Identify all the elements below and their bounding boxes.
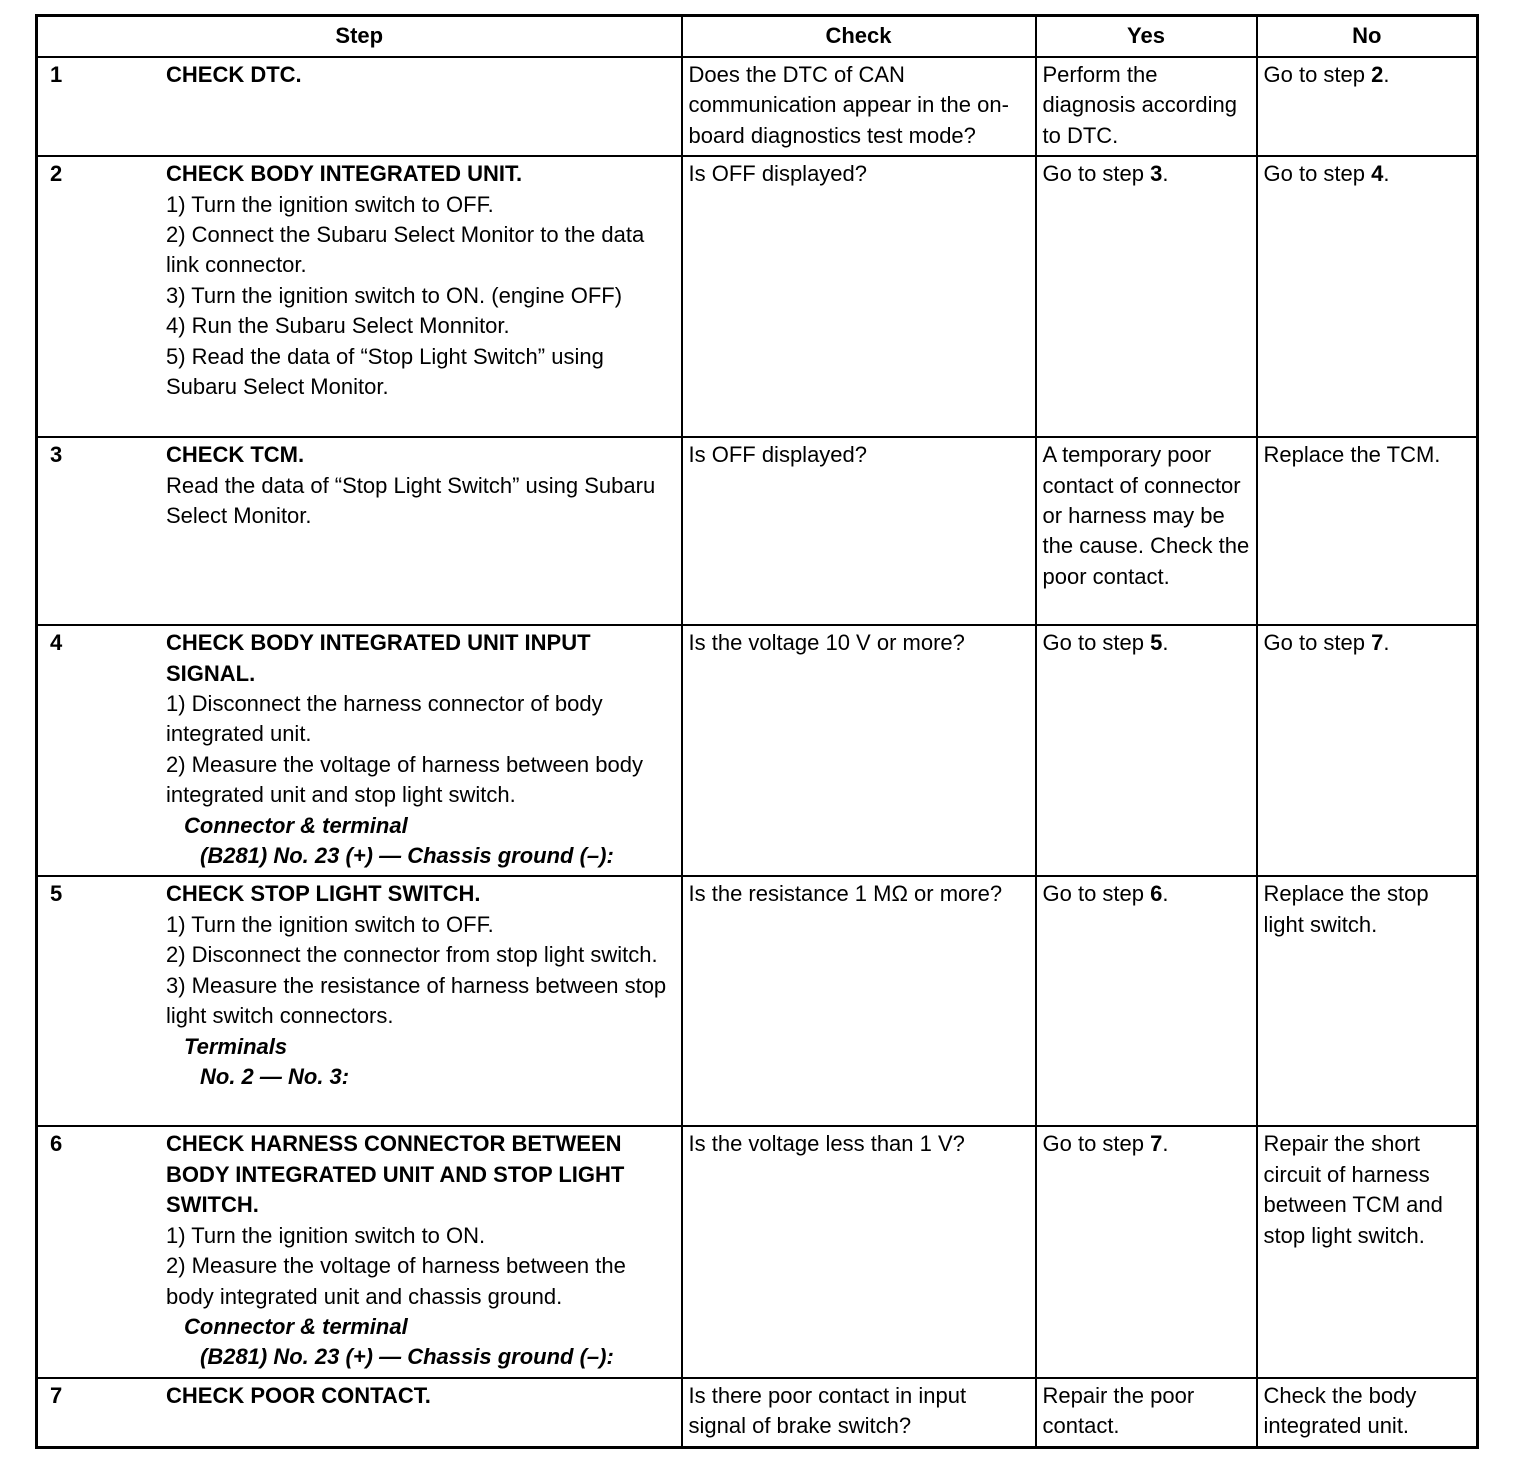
step-cell — [37, 437, 682, 625]
yes-text: Go to step — [1042, 630, 1151, 656]
step-title: CHECK POOR CONTACT. — [166, 1382, 431, 1408]
check-cell: Is there poor contact in input signal of brake switch? — [682, 1378, 1036, 1447]
procedure-item: 4) Run the Subaru Select Monnitor. — [166, 313, 510, 339]
diagnostic-table — [35, 14, 1479, 1449]
procedure-item: 2) Connect the Subaru Select Monitor to the data link connector. — [166, 222, 645, 278]
table-row — [37, 156, 1478, 437]
procedure-item: 2) Measure the voltage of harness between the body integrated unit and chassis ground. — [166, 1253, 626, 1309]
no-text: Go to step — [1263, 62, 1372, 87]
header-no: No — [1257, 16, 1478, 58]
no-suffix: . — [1383, 161, 1390, 187]
procedure-item: 2) Disconnect the connector from stop light switch. — [166, 942, 658, 968]
yes-cell — [1036, 1126, 1257, 1377]
header-row — [37, 16, 1478, 58]
yes-cell — [1036, 156, 1257, 437]
spec-label: Connector & terminal — [184, 812, 408, 838]
procedure-item: 5) Read the data of “Stop Light Switch” using Subaru Select Monitor. — [166, 343, 604, 400]
step-title: CHECK BODY INTEGRATED UNIT. — [166, 161, 523, 187]
step-cell — [37, 876, 682, 1126]
spec-value: (B281) No. 23 (+) — Chassis ground (–): — [200, 843, 614, 869]
table-row — [37, 876, 1478, 1126]
spec-label: Terminals — [184, 1033, 288, 1059]
yes-step-ref: 7 — [1150, 1131, 1163, 1157]
table-row — [37, 625, 1478, 876]
table-row — [37, 437, 1478, 625]
step-cell — [37, 57, 682, 156]
yes-cell: Repair the poor contact. — [1036, 1378, 1257, 1447]
step-number: 1 — [50, 62, 63, 87]
yes-suffix: . — [1162, 1131, 1169, 1157]
no-step-ref: 4 — [1371, 161, 1384, 187]
no-cell — [1257, 57, 1478, 156]
no-cell — [1257, 156, 1478, 437]
step-title: CHECK BODY INTEGRATED UNIT INPUT SIGNAL. — [166, 630, 591, 686]
table-row — [37, 1126, 1478, 1377]
step-title: CHECK TCM. — [166, 442, 305, 468]
yes-cell: A temporary poor contact of connector or harness may be the cause. Check the poor contact. — [1036, 437, 1257, 625]
procedure-item: Read the data of “Stop Light Switch” using Subaru Select Monitor. — [166, 472, 656, 529]
yes-cell: Perform the diagnosis according to DTC. — [1036, 57, 1257, 156]
check-cell: Does the DTC of CAN communication appear in the on-board diagnostics test mode? — [682, 57, 1036, 156]
check-cell: Is the voltage less than 1 V? — [682, 1126, 1036, 1377]
yes-cell — [1036, 625, 1257, 876]
yes-text: Go to step — [1042, 161, 1151, 187]
spec-value: No. 2 — No. 3: — [200, 1063, 350, 1089]
check-cell: Is OFF displayed? — [682, 437, 1036, 625]
no-cell — [1257, 625, 1478, 876]
step-number: 5 — [50, 881, 63, 907]
no-text: Go to step — [1263, 630, 1372, 656]
no-cell: Repair the short circuit of harness between TCM and stop light switch. — [1257, 1126, 1478, 1377]
procedure-item: 1) Disconnect the harness connector of body integrated unit. — [166, 691, 603, 747]
procedure-item: 1) Turn the ignition switch to OFF. — [166, 191, 494, 217]
step-number: 4 — [50, 630, 63, 656]
spec-value: (B281) No. 23 (+) — Chassis ground (–): — [200, 1344, 614, 1370]
header-yes: Yes — [1036, 16, 1257, 58]
procedure-item: 2) Measure the voltage of harness between body integrated unit and stop light switch. — [166, 751, 643, 808]
step-cell — [37, 625, 682, 876]
yes-cell — [1036, 876, 1257, 1126]
no-cell: Replace the stop light switch. — [1257, 876, 1478, 1126]
procedure-item: 1) Turn the ignition switch to OFF. — [166, 911, 494, 937]
step-number: 6 — [50, 1131, 63, 1157]
procedure-item: 3) Turn the ignition switch to ON. (engine OFF) — [166, 282, 623, 308]
no-suffix: . — [1383, 630, 1390, 656]
step-cell — [37, 1126, 682, 1377]
yes-suffix: . — [1162, 630, 1169, 656]
step-number: 2 — [50, 161, 63, 187]
check-cell: Is OFF displayed? — [682, 156, 1036, 437]
yes-text: Go to step — [1042, 1131, 1151, 1157]
table-row — [37, 1378, 1478, 1447]
no-step-ref: 7 — [1371, 630, 1384, 656]
step-cell — [37, 156, 682, 437]
no-cell: Replace the TCM. — [1257, 437, 1478, 625]
step-title: CHECK DTC. — [166, 62, 302, 87]
check-cell: Is the resistance 1 MΩ or more? — [682, 876, 1036, 1126]
table-row — [37, 57, 1478, 156]
no-step-ref: 2 — [1371, 62, 1384, 87]
step-number: 7 — [50, 1382, 63, 1408]
yes-suffix: . — [1162, 161, 1169, 187]
check-cell: Is the voltage 10 V or more? — [682, 625, 1036, 876]
procedure-item: 1) Turn the ignition switch to ON. — [166, 1222, 486, 1248]
yes-step-ref: 5 — [1150, 630, 1163, 656]
step-cell — [37, 1378, 682, 1447]
step-title: CHECK HARNESS CONNECTOR BETWEEN BODY INTEGRATED UNIT AND STOP LIGHT SWITCH. — [166, 1131, 625, 1218]
no-text: Go to step — [1263, 161, 1372, 187]
no-cell: Check the body integrated unit. — [1257, 1378, 1478, 1447]
step-title: CHECK STOP LIGHT SWITCH. — [166, 881, 481, 907]
yes-text: Go to step — [1042, 881, 1151, 907]
procedure-item: 3) Measure the resistance of harness between stop light switch connectors. — [166, 972, 667, 1029]
no-suffix: . — [1383, 62, 1390, 87]
header-check: Check — [682, 16, 1036, 58]
yes-step-ref: 6 — [1150, 881, 1163, 907]
spec-label: Connector & terminal — [184, 1313, 408, 1339]
yes-suffix: . — [1162, 881, 1169, 907]
yes-step-ref: 3 — [1150, 161, 1163, 187]
step-number: 3 — [50, 442, 63, 468]
header-step: Step — [37, 16, 682, 58]
